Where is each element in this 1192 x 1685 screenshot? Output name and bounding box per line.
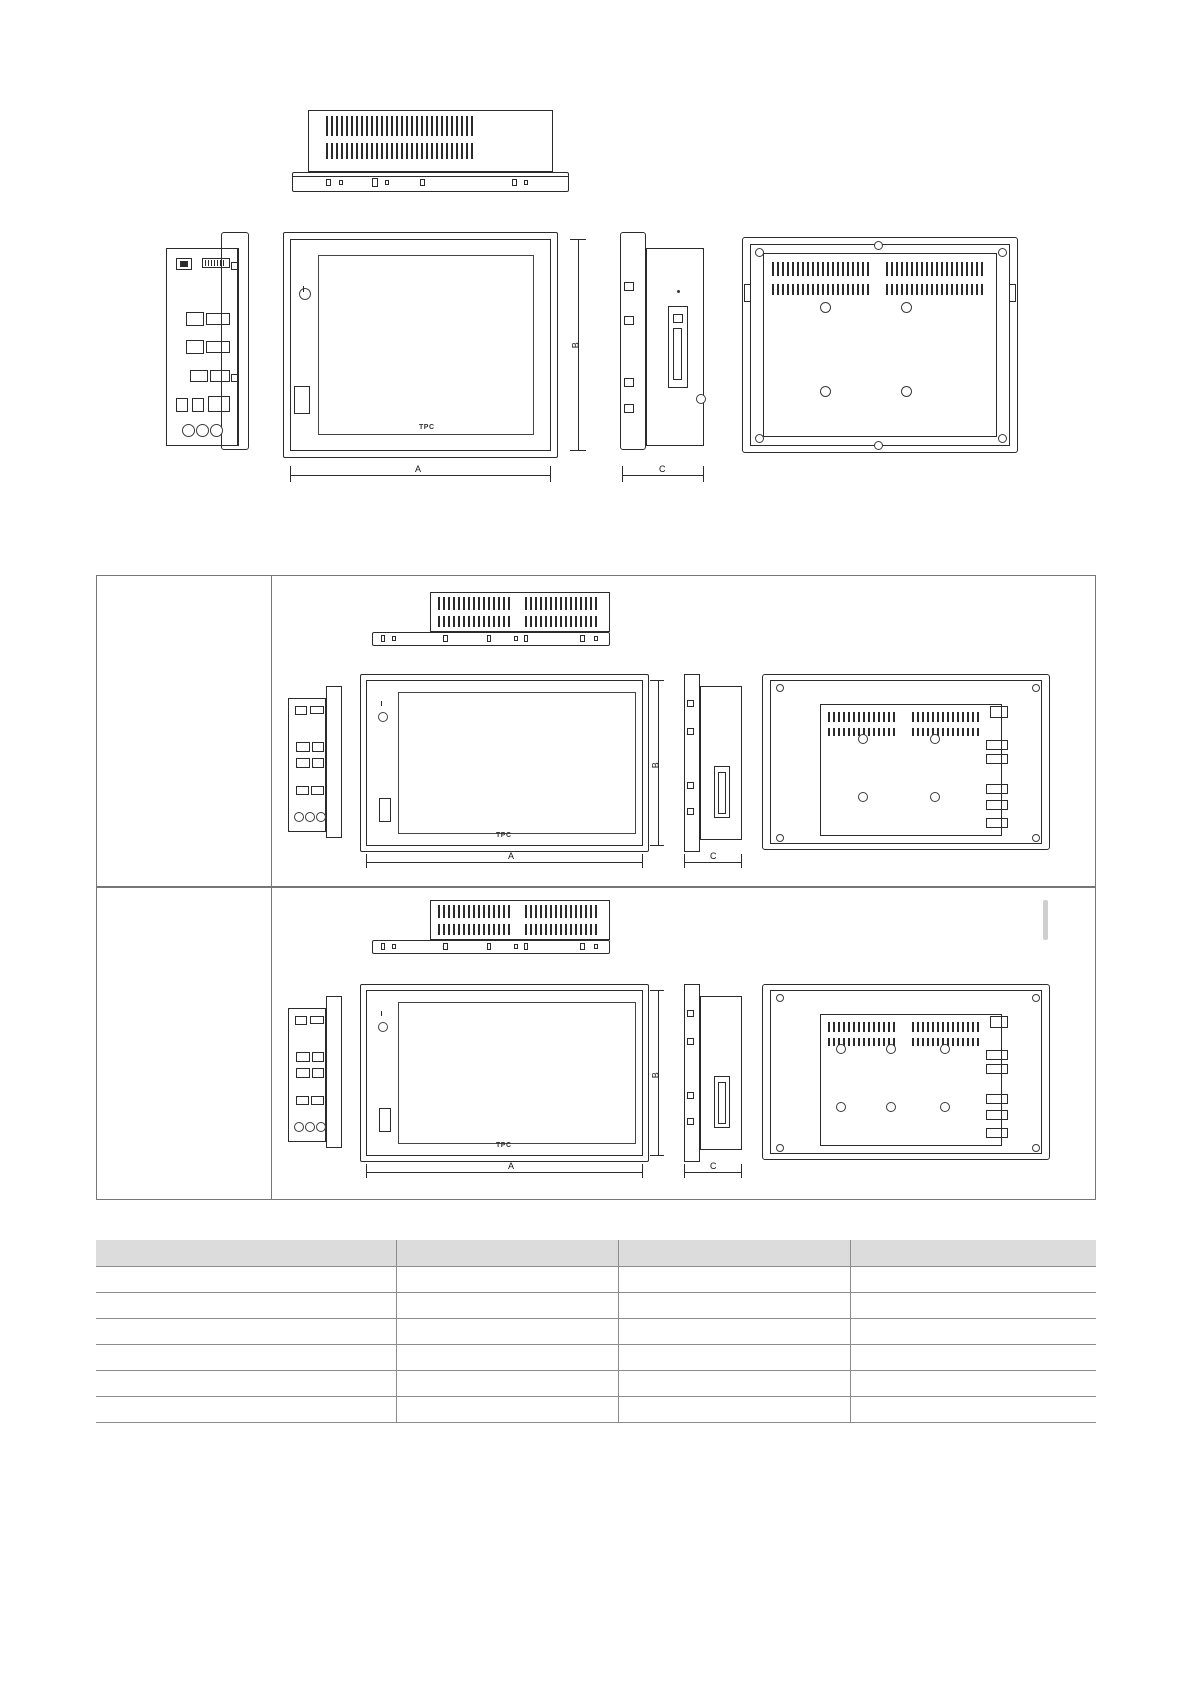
cell <box>850 1293 1096 1319</box>
cell <box>96 1345 396 1371</box>
cell <box>618 1397 850 1423</box>
dimension-c-label: C <box>659 464 666 474</box>
cell <box>618 1319 850 1345</box>
cell <box>396 1319 618 1345</box>
vent-slots-top <box>326 116 534 136</box>
dimension-b-label: B <box>650 1071 661 1079</box>
power-icon <box>378 712 388 722</box>
scrollbar-thumb[interactable] <box>1043 900 1048 940</box>
dimension-a-label: A <box>508 1161 515 1171</box>
vent-slots-top-2 <box>326 143 534 159</box>
cell <box>396 1267 618 1293</box>
cell <box>850 1345 1096 1371</box>
dimension-b-label: B <box>570 341 581 349</box>
cell <box>850 1371 1096 1397</box>
cell <box>618 1371 850 1397</box>
dimension-c-label: C <box>710 851 717 861</box>
power-icon <box>378 1022 388 1032</box>
table-header-row <box>96 1240 1096 1267</box>
table-row <box>96 1371 1096 1397</box>
column-header-2 <box>396 1240 618 1267</box>
dimension-a-label: A <box>508 851 515 861</box>
cell <box>850 1267 1096 1293</box>
column-header-4 <box>850 1240 1096 1267</box>
cell <box>396 1345 618 1371</box>
spec-table <box>96 1240 1096 1423</box>
cell <box>850 1319 1096 1345</box>
dimension-a-label: A <box>415 464 422 474</box>
model-2-label-cell <box>97 888 272 1199</box>
cell <box>96 1371 396 1397</box>
table-row <box>96 1319 1096 1345</box>
column-header-3 <box>618 1240 850 1267</box>
table-row <box>96 1397 1096 1423</box>
cell <box>96 1267 396 1293</box>
brand-logo: TPC <box>496 832 512 839</box>
cell <box>396 1397 618 1423</box>
cell <box>396 1293 618 1319</box>
table-row <box>96 1293 1096 1319</box>
brand-logo: TPC <box>496 1142 512 1149</box>
dimension-b-label: B <box>650 761 661 769</box>
cell <box>850 1397 1096 1423</box>
brand-logo: TPC <box>419 424 435 431</box>
cell <box>396 1371 618 1397</box>
table-row <box>96 1267 1096 1293</box>
power-icon <box>299 288 311 300</box>
dimension-c-label: C <box>710 1161 717 1171</box>
cell <box>96 1293 396 1319</box>
cell <box>618 1293 850 1319</box>
table-row <box>96 1345 1096 1371</box>
cell <box>96 1397 396 1423</box>
column-header-1 <box>96 1240 396 1267</box>
cell <box>618 1345 850 1371</box>
model-1-label-cell <box>97 576 272 886</box>
cell <box>618 1267 850 1293</box>
cell <box>96 1319 396 1345</box>
